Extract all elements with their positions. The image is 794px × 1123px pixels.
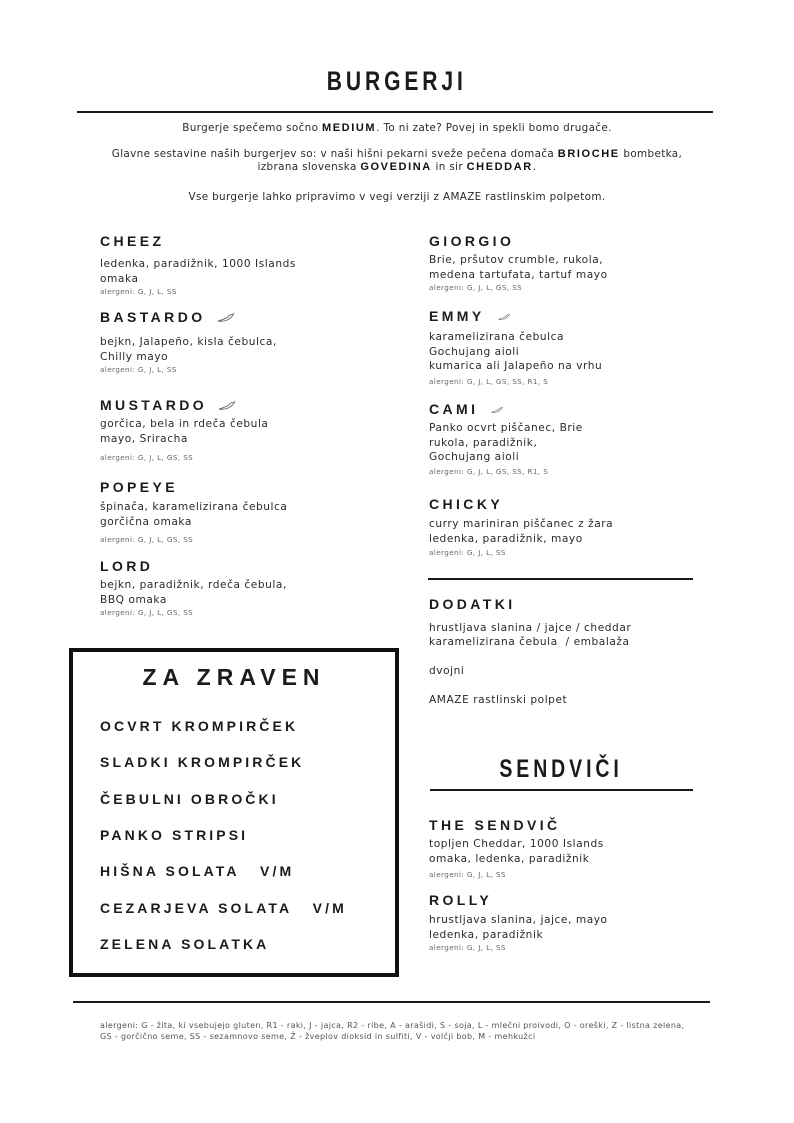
- item-name: EMMY: [429, 308, 485, 324]
- extras-line: hrustljava slanina / jajce / cheddar: [429, 622, 632, 634]
- item-desc: [429, 913, 719, 942]
- chili-pepper-icon: [497, 312, 511, 321]
- desc-line: Panko ocvrt piščanec, Brie: [429, 422, 583, 434]
- item-name-row: [429, 400, 719, 418]
- sandwiches-divider: [430, 789, 693, 791]
- item-name: CHICKY: [429, 496, 504, 512]
- item-desc: [429, 421, 719, 465]
- extras-title: DODATKI: [429, 596, 516, 612]
- item-desc: [429, 330, 719, 374]
- sides-box: [69, 648, 399, 977]
- intro-text: Glavne sestavine naših burgerjev so: v naši hišni pekarni sveže pečena domača: [111, 148, 558, 160]
- item-desc: [100, 500, 390, 529]
- sandwich-rolly: [429, 891, 719, 952]
- keyword-medium: MEDIUM: [321, 122, 377, 134]
- extras-line: AMAZE rastlinski polpet: [429, 694, 568, 706]
- desc-line: gorčica, bela in rdeča čebula: [100, 418, 269, 430]
- desc-line: ledenka, paradižnik: [429, 928, 544, 941]
- item-name-row: [100, 308, 390, 326]
- burger-cheez: [100, 232, 390, 296]
- desc-line: Gochujang aioli: [429, 345, 520, 358]
- keyword-cheddar: CHEDDAR: [466, 161, 533, 173]
- burger-cami: [429, 400, 719, 476]
- desc-line: BBQ omaka: [100, 593, 167, 606]
- intro-text: in sir: [431, 161, 467, 173]
- desc-line: kumarica ali Jalapeño na vrhu: [429, 360, 603, 372]
- allergens: alergeni: G, J, L, SS: [429, 870, 506, 879]
- desc-line: ledenka, paradižnik, mayo: [429, 532, 583, 545]
- footer-divider: [73, 1001, 710, 1003]
- allergens: alergeni: G, J, L, SS: [429, 548, 506, 557]
- desc-line: gorčična omaka: [100, 515, 192, 528]
- allergens: alergeni: G, J, L, SS: [429, 943, 506, 952]
- item-name: ROLLY: [429, 892, 493, 908]
- burgers-title-wrap: [0, 66, 794, 97]
- chili-pepper-icon: [490, 405, 504, 414]
- burger-mustardo: [100, 396, 390, 462]
- side-item: SLADKI KROMPIRČEK: [100, 754, 305, 770]
- intro-vegan: Vse burgerje lahko pripravimo v vegi verziji z AMAZE rastlinskim polpetom.: [188, 191, 606, 203]
- intro-text: Burgerje spečemo sočno: [182, 122, 322, 134]
- extras-line: dvojni: [429, 665, 465, 677]
- extras-line: karamelizirana čebula / embalaža: [429, 636, 630, 648]
- desc-line: karamelizirana čebulca: [429, 331, 565, 343]
- allergens: alergeni: G, J, L, SS: [100, 365, 177, 374]
- item-desc: [100, 417, 390, 446]
- allergen-legend: [100, 1020, 730, 1042]
- allergens: alergeni: G, J, L, SS: [100, 287, 177, 296]
- burger-bastardo: [100, 308, 390, 374]
- item-name: CAMI: [429, 401, 479, 417]
- desc-line: Brie, pršutov crumble, rukola,: [429, 254, 604, 266]
- allergens: alergeni: G, J, L, GS, SS, R1, S: [429, 466, 549, 476]
- extras-section: [429, 595, 719, 613]
- item-name: GIORGIO: [429, 233, 515, 249]
- item-desc: [100, 578, 390, 607]
- side-item: ZELENA SOLATKA: [100, 936, 270, 952]
- item-name-row: [100, 396, 390, 414]
- intro-ingredients: [70, 148, 724, 174]
- desc-line: rukola, paradižnik,: [429, 436, 538, 449]
- keyword-brioche: BRIOCHE: [557, 148, 620, 160]
- allergens: alergeni: G, J, L, GS, SS: [100, 453, 194, 462]
- desc-line: mayo, Sriracha: [100, 432, 188, 445]
- burger-chicky: [429, 495, 719, 557]
- desc-line: omaka, ledenka, paradižnik: [429, 852, 590, 865]
- allergen-legend-line: alergeni: G - žita, ki vsebujejo gluten, R1 - raki, J - jajca, R2 - ribe, A - arašidi, S - soja, L - mlečni proivodi, O - oreški, Z - listna zelena,: [100, 1021, 685, 1030]
- burger-popeye: [100, 478, 390, 544]
- desc-line: Chilly mayo: [100, 350, 169, 363]
- burger-lord: [100, 557, 390, 617]
- item-name: LORD: [100, 558, 154, 574]
- burgers-title: BURGERJI: [326, 66, 468, 96]
- allergens: alergeni: G, J, L, GS, SS: [100, 608, 194, 617]
- item-desc: [100, 335, 390, 364]
- allergens: alergeni: G, J, L, GS, SS, R1, S: [429, 376, 549, 386]
- allergens: alergeni: G, J, L, GS, SS: [100, 535, 194, 544]
- desc-line: topljen Cheddar, 1000 Islands: [429, 838, 604, 850]
- desc-line: omaka: [100, 272, 139, 285]
- item-name: CHEEZ: [100, 233, 165, 249]
- chili-pepper-icon: [216, 311, 236, 323]
- desc-line: ledenka, paradižnik, 1000 Islands: [100, 258, 296, 270]
- item-name: MUSTARDO: [100, 397, 208, 413]
- intro-text: .: [532, 161, 537, 173]
- item-desc: [429, 837, 719, 866]
- desc-line: špinača, karamelizirana čebulca: [100, 501, 288, 513]
- item-name: POPEYE: [100, 479, 178, 495]
- allergen-legend-line: GS - gorčično seme, SS - sezamnovo seme, Ž - žveplov dioksid in sulfiti, V - volčji bob, M - mehkužci: [100, 1032, 536, 1041]
- desc-line: bejkn, Jalapeño, kisla čebulca,: [100, 336, 277, 348]
- desc-line: medena tartufata, tartuf mayo: [429, 268, 608, 281]
- burger-emmy: [429, 307, 719, 386]
- item-desc: [429, 253, 719, 282]
- desc-line: hrustljava slanina, jajce, mayo: [429, 914, 608, 926]
- intro-medium: [70, 122, 724, 135]
- sandwiches-title: SENDVIČI: [499, 755, 624, 783]
- extras-divider: [428, 578, 693, 580]
- sides-title: ZA ZRAVEN: [142, 664, 326, 690]
- side-item: ČEBULNI OBROČKI: [100, 791, 279, 807]
- desc-line: bejkn, paradižnik, rdeča čebula,: [100, 579, 287, 591]
- intro-text: bombetka,: [619, 148, 683, 160]
- top-divider: [77, 111, 713, 113]
- item-desc: [429, 517, 719, 546]
- side-item: HIŠNA SOLATA V/M: [100, 863, 295, 879]
- item-name-row: [429, 307, 719, 325]
- desc-line: curry mariniran piščanec z žara: [429, 518, 614, 530]
- keyword-govedina: GOVEDINA: [360, 161, 432, 173]
- item-name: BASTARDO: [100, 309, 206, 325]
- allergens: alergeni: G, J, L, GS, SS: [429, 283, 523, 292]
- sandwich-the-sendvic: [429, 816, 719, 879]
- item-desc: [100, 257, 390, 286]
- item-name: THE SENDVIČ: [429, 817, 561, 833]
- side-item: PANKO STRIPSI: [100, 827, 249, 843]
- side-item: CEZARJEVA SOLATA V/M: [100, 900, 347, 916]
- side-item: OCVRT KROMPIRČEK: [100, 718, 299, 734]
- burger-giorgio: [429, 232, 719, 292]
- chili-pepper-icon: [217, 399, 237, 411]
- desc-line: Gochujang aioli: [429, 451, 520, 463]
- sandwiches-title-wrap: [430, 755, 693, 784]
- intro-text: izbrana slovenska: [257, 161, 361, 173]
- intro-text: . To ni zate? Povej in spekli bomo drugače.: [376, 122, 612, 134]
